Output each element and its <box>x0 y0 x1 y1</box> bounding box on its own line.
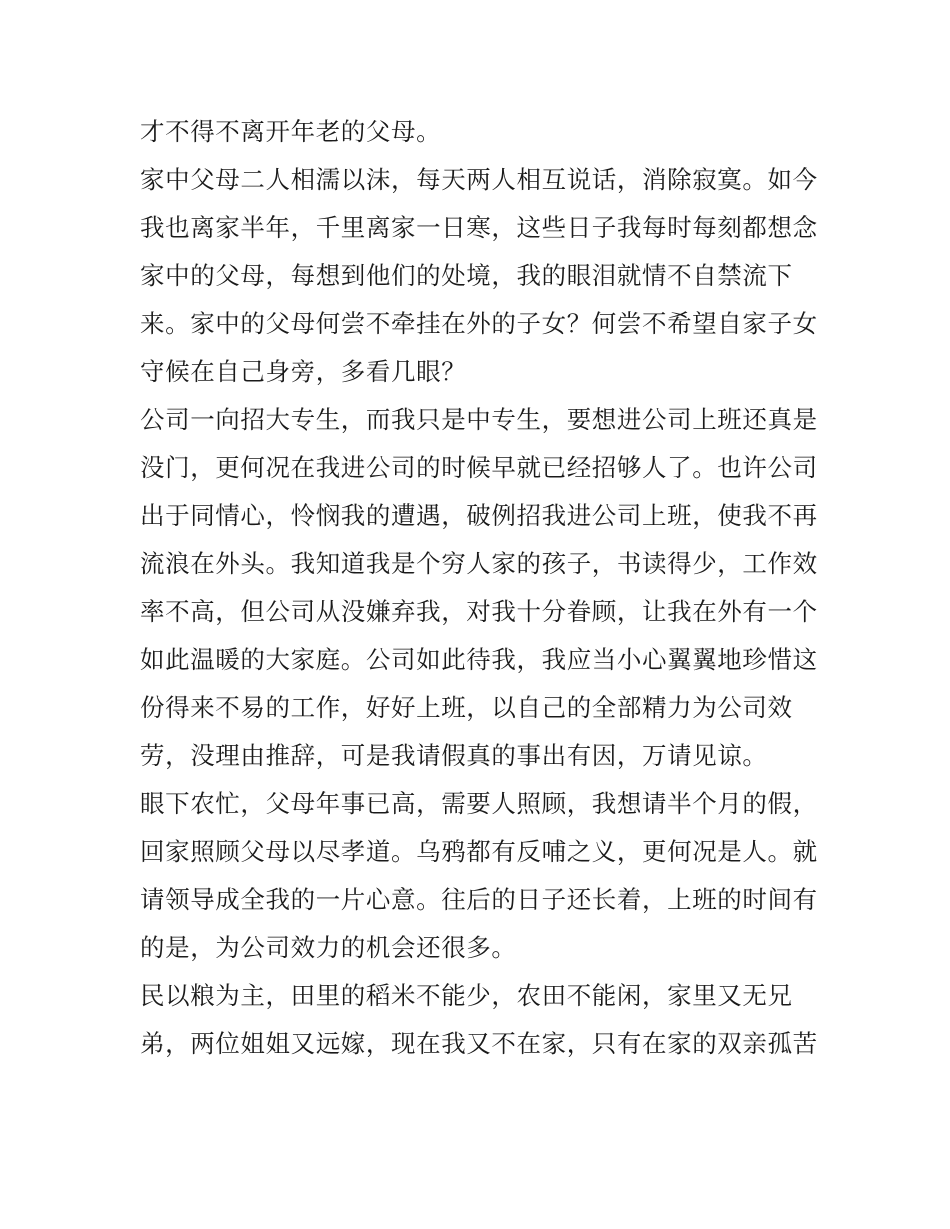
text-line: 来。家中的父母何尝不牵挂在外的子女？何尝不希望自家子女 <box>140 309 818 338</box>
text-line: 劳，没理由推辞，可是我请假真的事出有因，万请见谅。 <box>140 741 768 770</box>
text-line: 份得来不易的工作，好好上班，以自己的全部精力为公司效 <box>140 693 793 722</box>
text-line: 流浪在外头。我知道我是个穷人家的孩子，书读得少，工作效 <box>140 549 818 578</box>
text-line: 我也离家半年，千里离家一日寒，这些日子我每时每刻都想念 <box>140 213 818 242</box>
text-line: 回家照顾父母以尽孝道。乌鸦都有反哺之义，更何况是人。就 <box>140 837 818 866</box>
text-line: 眼下农忙，父母年事已高，需要人照顾，我想请半个月的假， <box>140 789 818 818</box>
text-line: 弟，两位姐姐又远嫁，现在我又不在家，只有在家的双亲孤苦 <box>140 1029 818 1058</box>
text-line: 守候在自己身旁，多看几眼？ <box>140 357 467 386</box>
text-line: 率不高，但公司从没嫌弃我，对我十分眷顾，让我在外有一个 <box>140 597 818 626</box>
document-body <box>140 108 820 1068</box>
text-line: 民以粮为主，田里的稻米不能少，农田不能闲，家里又无兄 <box>140 981 793 1010</box>
text-line: 如此温暖的大家庭。公司如此待我，我应当小心翼翼地珍惜这 <box>140 645 818 674</box>
text-line: 家中父母二人相濡以沫，每天两人相互说话，消除寂寞。如今 <box>140 165 818 194</box>
text-line: 出于同情心，怜悯我的遭遇，破例招我进公司上班，使我不再 <box>140 501 818 530</box>
text-line: 家中的父母，每想到他们的处境，我的眼泪就情不自禁流下 <box>140 261 793 290</box>
text-line: 才不得不离开年老的父母。 <box>140 117 442 146</box>
text-line: 没门，更何况在我进公司的时候早就已经招够人了。也许公司 <box>140 453 818 482</box>
text-line: 的是，为公司效力的机会还很多。 <box>140 933 517 962</box>
text-line: 公司一向招大专生，而我只是中专生，要想进公司上班还真是 <box>140 405 818 434</box>
text-line: 请领导成全我的一片心意。往后的日子还长着，上班的时间有 <box>140 885 818 914</box>
